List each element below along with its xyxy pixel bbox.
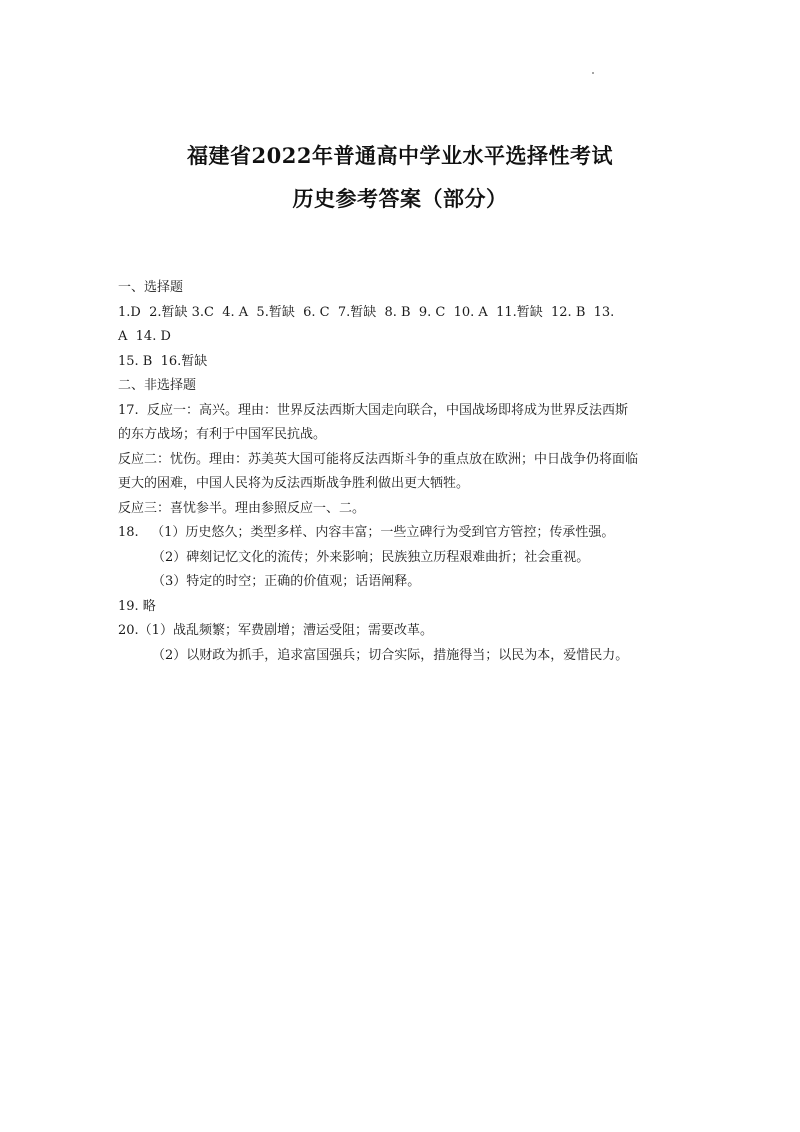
q18-part-1: 18. （1）历史悠久；类型多样、内容丰富；一些立碑行为受到官方管控；传承性强。	[118, 525, 615, 540]
q20-part-2: （2）以财政为抓手，追求富国强兵；切合实际，措施得当；以民为本，爱惜民力。	[152, 647, 629, 663]
q17-line-4: 更大的困难，中国人民将为反法西斯战争胜利做出更大牺牲。	[118, 476, 470, 491]
choice-answers-line-3: 15. B 16.暂缺	[118, 353, 208, 369]
q18-part-2: （2）碑刻记忆文化的流传；外来影响；民族独立历程艰难曲折；社会重视。	[152, 549, 590, 565]
document-subtitle: 历史参考答案（部分）	[292, 186, 508, 211]
scan-dot	[592, 72, 594, 74]
document-title: 福建省2022年普通高中学业水平选择性考试	[187, 143, 613, 168]
answer-body	[118, 276, 688, 668]
q18-part-3: （3）特定的时空；正确的价值观；话语阐释。	[152, 574, 421, 589]
choice-answers-line-1: 1.D 2.暂缺 3.C 4. A 5.暂缺 6. C 7.暂缺 8. B 9. C 10. A 11.暂缺 12. B 13.	[118, 304, 615, 320]
section-heading-choice: 一、选择题	[118, 280, 184, 295]
q17-line-1: 17. 反应一：高兴。理由：世界反法西斯大国走向联合，中国战场即将成为世界反法西斯	[118, 402, 628, 418]
q19-answer: 19. 略	[118, 598, 156, 614]
q17-line-5: 反应三：喜忧参半。理由参照反应一、二。	[118, 500, 366, 516]
q17-line-2: 的东方战场；有利于中国军民抗战。	[118, 427, 327, 442]
section-heading-nonchoice: 二、非选择题	[118, 378, 197, 393]
q17-line-3: 反应二：忧伤。理由：苏美英大国可能将反法西斯斗争的重点放在欧洲；中日战争仍将面临	[118, 451, 639, 467]
q20-part-1: 20.（1）战乱频繁；军费剧增；漕运受阻；需要改革。	[118, 623, 433, 638]
choice-answers-line-2: A 14. D	[118, 329, 171, 344]
